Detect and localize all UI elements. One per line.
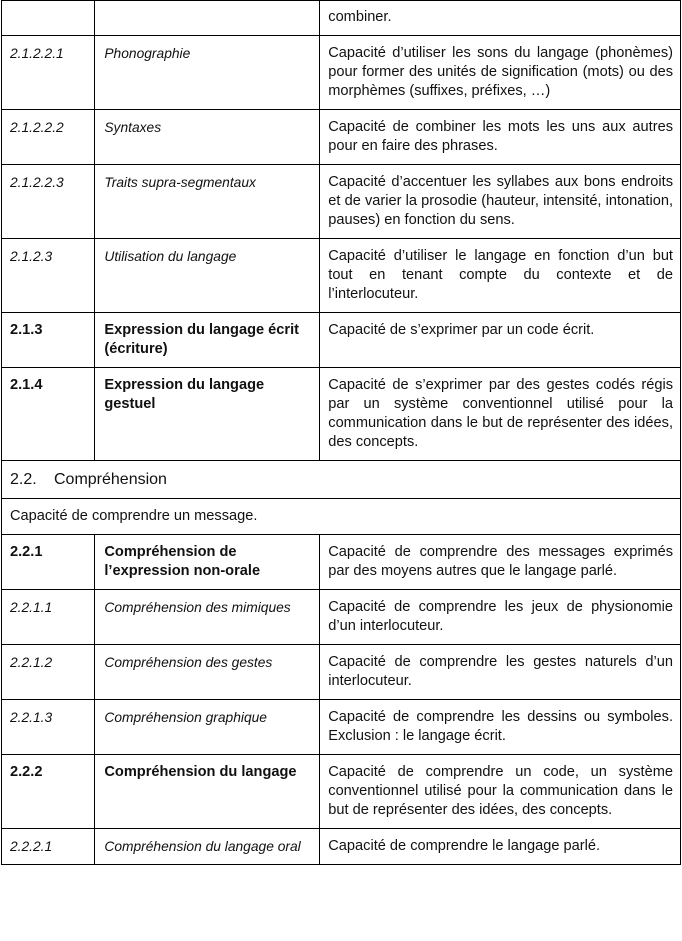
item-title: Utilisation du langage: [95, 239, 320, 313]
table-body-lower: [2, 535, 681, 865]
table-row: [2, 1, 681, 36]
item-title: Expression du langage gestuel: [95, 368, 320, 461]
table-row: [2, 755, 681, 829]
item-code: [2, 1, 95, 36]
item-title: Compréhension de l’expression non-orale: [95, 535, 320, 590]
item-description: Capacité d’utiliser le langage en fonction d’un but tout en tenant compte du contexte et de l’interlocuteur.: [320, 239, 681, 313]
table-row: [2, 165, 681, 239]
table-row: [2, 368, 681, 461]
item-code: 2.1.2.2.1: [2, 36, 95, 110]
item-description: Capacité d’accentuer les syllabes aux bons endroits et de varier la prosodie (hauteur, intensité, intonation, pauses) en fonction du sens.: [320, 165, 681, 239]
item-code: 2.2.1.2: [2, 645, 95, 700]
section-intro-row: [2, 499, 681, 535]
section-title: Compréhension: [54, 471, 167, 488]
item-description: Capacité de comprendre les jeux de physionomie d’un interlocuteur.: [320, 590, 681, 645]
item-code: 2.2.2: [2, 755, 95, 829]
item-description: Capacité d’utiliser les sons du langage (phonèmes) pour former des unités de signification (mots) ou des morphèmes (suffixes, préfixes, …): [320, 36, 681, 110]
item-title: [95, 1, 320, 36]
item-title: Syntaxes: [95, 110, 320, 165]
table-row: [2, 700, 681, 755]
table-row: [2, 110, 681, 165]
item-description: combiner.: [320, 1, 681, 36]
item-title: Expression du langage écrit (écriture): [95, 313, 320, 368]
classification-table: [1, 0, 681, 865]
item-code: 2.2.1.1: [2, 590, 95, 645]
section-number: 2.2.: [10, 471, 37, 488]
item-title: Compréhension des gestes: [95, 645, 320, 700]
table-row: [2, 535, 681, 590]
item-description: Capacité de s’exprimer par des gestes codés régis par un système conventionnel utilisé pour la communication dans le but de représenter des idées, des concepts.: [320, 368, 681, 461]
section-intro: Capacité de comprendre un message.: [2, 499, 681, 535]
item-code: 2.1.2.2.3: [2, 165, 95, 239]
item-description: Capacité de comprendre le langage parlé.: [320, 829, 681, 865]
section-heading: [2, 461, 681, 499]
table-row: [2, 36, 681, 110]
item-code: 2.2.2.1: [2, 829, 95, 865]
item-description: Capacité de comprendre des messages exprimés par des moyens autres que le langage parlé.: [320, 535, 681, 590]
item-code: 2.2.1.3: [2, 700, 95, 755]
table-row: [2, 645, 681, 700]
table-row: [2, 313, 681, 368]
table-row: [2, 829, 681, 865]
item-description: Capacité de comprendre un code, un système conventionnel utilisé pour la communication dans le but de représenter des idées, des concepts.: [320, 755, 681, 829]
item-title: Phonographie: [95, 36, 320, 110]
item-description: Capacité de comprendre les dessins ou symboles. Exclusion : le langage écrit.: [320, 700, 681, 755]
item-code: 2.2.1: [2, 535, 95, 590]
item-code: 2.1.3: [2, 313, 95, 368]
item-code: 2.1.2.3: [2, 239, 95, 313]
item-title: Traits supra-segmentaux: [95, 165, 320, 239]
item-title: Compréhension du langage oral: [95, 829, 320, 865]
table-row: [2, 590, 681, 645]
item-description: Capacité de comprendre les gestes naturels d’un interlocuteur.: [320, 645, 681, 700]
item-description: Capacité de s’exprimer par un code écrit.: [320, 313, 681, 368]
item-title: Compréhension des mimiques: [95, 590, 320, 645]
section-2-2: [2, 461, 681, 535]
section-heading-row: [2, 461, 681, 499]
table-row: [2, 239, 681, 313]
item-description: Capacité de combiner les mots les uns aux autres pour en faire des phrases.: [320, 110, 681, 165]
item-title: Compréhension du langage: [95, 755, 320, 829]
item-title: Compréhension graphique: [95, 700, 320, 755]
table-body-upper: [2, 1, 681, 461]
item-code: 2.1.2.2.2: [2, 110, 95, 165]
item-code: 2.1.4: [2, 368, 95, 461]
